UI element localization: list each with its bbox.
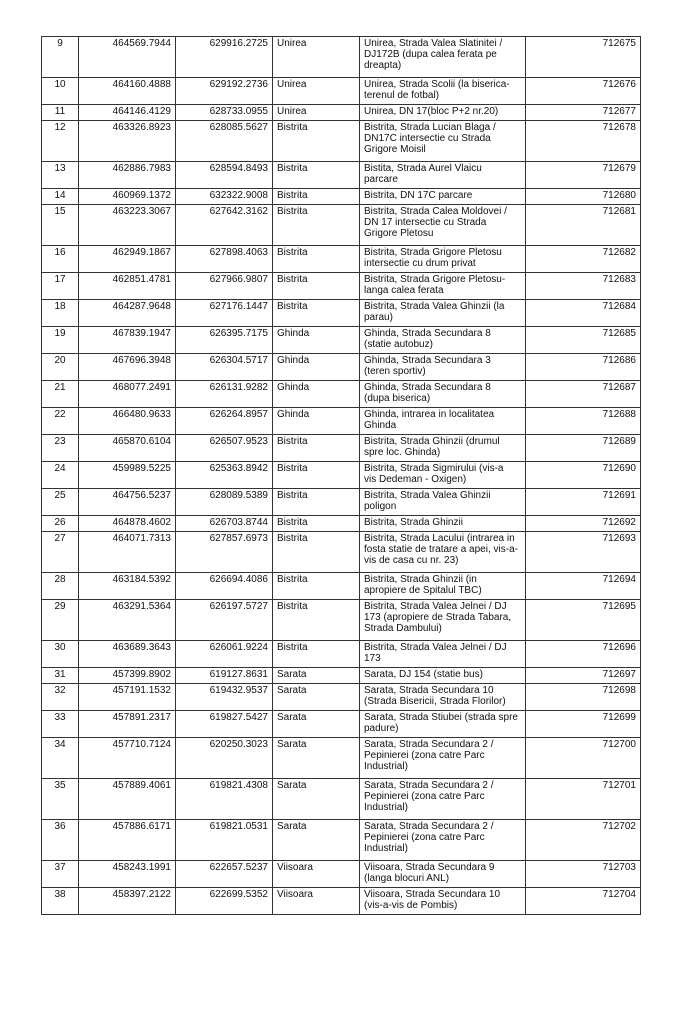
coord-y-cell: 619821.0531 xyxy=(176,820,273,861)
coord-x-cell: 463291.5364 xyxy=(79,600,176,641)
row-number-cell: 20 xyxy=(42,354,79,381)
coord-y-cell: 627898.4063 xyxy=(176,246,273,273)
locality-cell: Bistrita xyxy=(273,273,360,300)
coord-y-cell: 627642.3162 xyxy=(176,205,273,246)
id-cell: 712693 xyxy=(526,532,641,573)
row-number-cell: 34 xyxy=(42,738,79,779)
address-cell: Bistrita, Strada Grigore Pletosu intersectie cu drum privat xyxy=(360,246,526,273)
address-cell: Sarata, Strada Secundara 2 / Pepinierei (zona catre Parc Industrial) xyxy=(360,738,526,779)
coord-x-cell: 467839.1947 xyxy=(79,327,176,354)
table-row xyxy=(42,273,641,300)
coord-y-cell: 626703.8744 xyxy=(176,516,273,532)
id-cell: 712691 xyxy=(526,489,641,516)
table-row xyxy=(42,489,641,516)
table-row xyxy=(42,162,641,189)
id-cell: 712702 xyxy=(526,820,641,861)
locality-cell: Viisoara xyxy=(273,861,360,888)
coord-x-cell: 464878.4602 xyxy=(79,516,176,532)
coord-y-cell: 629192.2736 xyxy=(176,78,273,105)
coord-x-cell: 459989.5225 xyxy=(79,462,176,489)
row-number-cell: 38 xyxy=(42,888,79,915)
table-row xyxy=(42,668,641,684)
id-cell: 712698 xyxy=(526,684,641,711)
table-row xyxy=(42,684,641,711)
locality-cell: Bistrita xyxy=(273,516,360,532)
address-cell: Ghinda, Strada Secundara 8 (statie autobuz) xyxy=(360,327,526,354)
table-row xyxy=(42,105,641,121)
address-cell: Bistrita, Strada Grigore Pletosu- langa calea ferata xyxy=(360,273,526,300)
id-cell: 712704 xyxy=(526,888,641,915)
coord-y-cell: 627966.9807 xyxy=(176,273,273,300)
locality-cell: Sarata xyxy=(273,820,360,861)
id-cell: 712694 xyxy=(526,573,641,600)
address-cell: Bistrita, Strada Lucian Blaga / DN17C intersectie cu Strada Grigore Moisil xyxy=(360,121,526,162)
coordinates-table xyxy=(41,36,641,915)
address-cell: Bistrita, Strada Ghinzii (drumul spre loc. Ghinda) xyxy=(360,435,526,462)
row-number-cell: 28 xyxy=(42,573,79,600)
coord-x-cell: 458243.1991 xyxy=(79,861,176,888)
row-number-cell: 23 xyxy=(42,435,79,462)
coord-y-cell: 620250.3023 xyxy=(176,738,273,779)
coord-x-cell: 464146.4129 xyxy=(79,105,176,121)
coord-x-cell: 464160.4888 xyxy=(79,78,176,105)
id-cell: 712688 xyxy=(526,408,641,435)
address-cell: Unirea, Strada Scolii (la biserica- terenul de fotbal) xyxy=(360,78,526,105)
coord-y-cell: 626304.5717 xyxy=(176,354,273,381)
id-cell: 712687 xyxy=(526,381,641,408)
coord-y-cell: 619821.4308 xyxy=(176,779,273,820)
id-cell: 712696 xyxy=(526,641,641,668)
id-cell: 712692 xyxy=(526,516,641,532)
address-cell: Sarata, Strada Secundara 10 (Strada Bisericii, Strada Florilor) xyxy=(360,684,526,711)
coord-y-cell: 627857.6973 xyxy=(176,532,273,573)
locality-cell: Bistrita xyxy=(273,121,360,162)
coord-x-cell: 457889.4061 xyxy=(79,779,176,820)
address-cell: Unirea, DN 17(bloc P+2 nr.20) xyxy=(360,105,526,121)
coord-x-cell: 463223.3067 xyxy=(79,205,176,246)
row-number-cell: 33 xyxy=(42,711,79,738)
address-cell: Ghinda, Strada Secundara 8 (dupa biserica) xyxy=(360,381,526,408)
coord-y-cell: 625363.8942 xyxy=(176,462,273,489)
locality-cell: Bistrita xyxy=(273,573,360,600)
locality-cell: Ghinda xyxy=(273,408,360,435)
table-row xyxy=(42,641,641,668)
id-cell: 712681 xyxy=(526,205,641,246)
table-row xyxy=(42,408,641,435)
coord-x-cell: 464287.9648 xyxy=(79,300,176,327)
row-number-cell: 22 xyxy=(42,408,79,435)
table-row xyxy=(42,121,641,162)
table-row xyxy=(42,820,641,861)
id-cell: 712699 xyxy=(526,711,641,738)
table-row xyxy=(42,573,641,600)
row-number-cell: 30 xyxy=(42,641,79,668)
coord-y-cell: 626507.9523 xyxy=(176,435,273,462)
id-cell: 712703 xyxy=(526,861,641,888)
locality-cell: Sarata xyxy=(273,738,360,779)
table-row xyxy=(42,711,641,738)
table-row xyxy=(42,779,641,820)
locality-cell: Bistrita xyxy=(273,246,360,273)
row-number-cell: 9 xyxy=(42,37,79,78)
address-cell: Viisoara, Strada Secundara 9 (langa blocuri ANL) xyxy=(360,861,526,888)
table-row xyxy=(42,600,641,641)
address-cell: Bistrita, Strada Ghinzii xyxy=(360,516,526,532)
row-number-cell: 15 xyxy=(42,205,79,246)
row-number-cell: 14 xyxy=(42,189,79,205)
coord-y-cell: 626694.4086 xyxy=(176,573,273,600)
coord-x-cell: 465870.6104 xyxy=(79,435,176,462)
locality-cell: Bistrita xyxy=(273,600,360,641)
row-number-cell: 17 xyxy=(42,273,79,300)
row-number-cell: 29 xyxy=(42,600,79,641)
address-cell: Unirea, Strada Valea Slatinitei / DJ172B (dupa calea ferata pe dreapta) xyxy=(360,37,526,78)
coord-x-cell: 463689.3643 xyxy=(79,641,176,668)
address-cell: Sarata, Strada Secundara 2 / Pepinierei (zona catre Parc Industrial) xyxy=(360,820,526,861)
address-cell: Bistrita, DN 17C parcare xyxy=(360,189,526,205)
id-cell: 712678 xyxy=(526,121,641,162)
address-cell: Bistrita, Strada Lacului (intrarea in fosta statie de tratare a apei, vis-a- vis de casa cu nr. 23) xyxy=(360,532,526,573)
address-cell: Viisoara, Strada Secundara 10 (vis-a-vis de Pombis) xyxy=(360,888,526,915)
coord-x-cell: 460969.1372 xyxy=(79,189,176,205)
row-number-cell: 32 xyxy=(42,684,79,711)
table-row xyxy=(42,300,641,327)
coord-x-cell: 457710.7124 xyxy=(79,738,176,779)
locality-cell: Unirea xyxy=(273,37,360,78)
coord-y-cell: 619127.8631 xyxy=(176,668,273,684)
coord-x-cell: 462851.4781 xyxy=(79,273,176,300)
row-number-cell: 26 xyxy=(42,516,79,532)
coord-y-cell: 627176.1447 xyxy=(176,300,273,327)
coord-x-cell: 457891.2317 xyxy=(79,711,176,738)
id-cell: 712700 xyxy=(526,738,641,779)
table-row xyxy=(42,327,641,354)
coord-y-cell: 619432.9537 xyxy=(176,684,273,711)
row-number-cell: 27 xyxy=(42,532,79,573)
coord-y-cell: 622699.5352 xyxy=(176,888,273,915)
locality-cell: Bistrita xyxy=(273,205,360,246)
id-cell: 712684 xyxy=(526,300,641,327)
coord-x-cell: 464071.7313 xyxy=(79,532,176,573)
coord-y-cell: 626395.7175 xyxy=(176,327,273,354)
locality-cell: Bistrita xyxy=(273,489,360,516)
locality-cell: Bistrita xyxy=(273,435,360,462)
address-cell: Bistrita, Strada Ghinzii (in apropiere de Spitalul TBC) xyxy=(360,573,526,600)
address-cell: Bistrita, Strada Valea Jelnei / DJ 173 xyxy=(360,641,526,668)
coord-y-cell: 622657.5237 xyxy=(176,861,273,888)
address-cell: Sarata, Strada Stiubei (strada spre padure) xyxy=(360,711,526,738)
id-cell: 712685 xyxy=(526,327,641,354)
row-number-cell: 16 xyxy=(42,246,79,273)
coord-x-cell: 464569.7944 xyxy=(79,37,176,78)
locality-cell: Bistrita xyxy=(273,641,360,668)
table-row xyxy=(42,37,641,78)
table-row xyxy=(42,516,641,532)
id-cell: 712679 xyxy=(526,162,641,189)
coord-x-cell: 468077.2491 xyxy=(79,381,176,408)
table-row xyxy=(42,189,641,205)
id-cell: 712689 xyxy=(526,435,641,462)
row-number-cell: 21 xyxy=(42,381,79,408)
table-row xyxy=(42,861,641,888)
coord-y-cell: 628085.5627 xyxy=(176,121,273,162)
locality-cell: Bistrita xyxy=(273,300,360,327)
locality-cell: Bistrita xyxy=(273,189,360,205)
locality-cell: Viisoara xyxy=(273,888,360,915)
address-cell: Bistrita, Strada Valea Ghinzii (la parau) xyxy=(360,300,526,327)
row-number-cell: 24 xyxy=(42,462,79,489)
id-cell: 712697 xyxy=(526,668,641,684)
coord-y-cell: 628089.5389 xyxy=(176,489,273,516)
row-number-cell: 19 xyxy=(42,327,79,354)
coord-x-cell: 466480.9633 xyxy=(79,408,176,435)
coord-y-cell: 628594.8493 xyxy=(176,162,273,189)
locality-cell: Sarata xyxy=(273,779,360,820)
id-cell: 712683 xyxy=(526,273,641,300)
id-cell: 712695 xyxy=(526,600,641,641)
table-row xyxy=(42,381,641,408)
locality-cell: Bistrita xyxy=(273,162,360,189)
locality-cell: Bistrita xyxy=(273,532,360,573)
address-cell: Bistita, Strada Aurel Vlaicu parcare xyxy=(360,162,526,189)
id-cell: 712676 xyxy=(526,78,641,105)
table-row xyxy=(42,354,641,381)
table-row xyxy=(42,888,641,915)
locality-cell: Unirea xyxy=(273,78,360,105)
row-number-cell: 18 xyxy=(42,300,79,327)
locality-cell: Ghinda xyxy=(273,327,360,354)
coord-y-cell: 628733.0955 xyxy=(176,105,273,121)
id-cell: 712690 xyxy=(526,462,641,489)
row-number-cell: 35 xyxy=(42,779,79,820)
table-row xyxy=(42,205,641,246)
coord-y-cell: 626197.5727 xyxy=(176,600,273,641)
coord-x-cell: 463326.8923 xyxy=(79,121,176,162)
coord-y-cell: 629916.2725 xyxy=(176,37,273,78)
coord-y-cell: 619827.5427 xyxy=(176,711,273,738)
row-number-cell: 37 xyxy=(42,861,79,888)
coord-y-cell: 626264.8957 xyxy=(176,408,273,435)
address-cell: Bistrita, Strada Valea Ghinzii poligon xyxy=(360,489,526,516)
coord-x-cell: 463184.5392 xyxy=(79,573,176,600)
id-cell: 712701 xyxy=(526,779,641,820)
address-cell: Bistrita, Strada Sigmirului (vis-a vis Dedeman - Oxigen) xyxy=(360,462,526,489)
id-cell: 712686 xyxy=(526,354,641,381)
coord-x-cell: 457399.8902 xyxy=(79,668,176,684)
coord-x-cell: 457191.1532 xyxy=(79,684,176,711)
id-cell: 712680 xyxy=(526,189,641,205)
coord-y-cell: 632322.9008 xyxy=(176,189,273,205)
id-cell: 712675 xyxy=(526,37,641,78)
address-cell: Ghinda, intrarea in localitatea Ghinda xyxy=(360,408,526,435)
address-cell: Bistrita, Strada Valea Jelnei / DJ 173 (apropiere de Strada Tabara, Strada Dambului) xyxy=(360,600,526,641)
coord-x-cell: 457886.6171 xyxy=(79,820,176,861)
address-cell: Ghinda, Strada Secundara 3 (teren sportiv) xyxy=(360,354,526,381)
locality-cell: Ghinda xyxy=(273,381,360,408)
locality-cell: Sarata xyxy=(273,668,360,684)
table-row xyxy=(42,435,641,462)
coord-x-cell: 467696.3948 xyxy=(79,354,176,381)
table-body xyxy=(42,37,641,915)
coord-x-cell: 458397.2122 xyxy=(79,888,176,915)
locality-cell: Unirea xyxy=(273,105,360,121)
locality-cell: Ghinda xyxy=(273,354,360,381)
table-row xyxy=(42,532,641,573)
table-row xyxy=(42,738,641,779)
locality-cell: Sarata xyxy=(273,711,360,738)
row-number-cell: 25 xyxy=(42,489,79,516)
row-number-cell: 36 xyxy=(42,820,79,861)
coord-x-cell: 464756.5237 xyxy=(79,489,176,516)
id-cell: 712682 xyxy=(526,246,641,273)
locality-cell: Sarata xyxy=(273,684,360,711)
table-row xyxy=(42,246,641,273)
row-number-cell: 11 xyxy=(42,105,79,121)
table-row xyxy=(42,462,641,489)
address-cell: Sarata, DJ 154 (statie bus) xyxy=(360,668,526,684)
table-row xyxy=(42,78,641,105)
address-cell: Bistrita, Strada Calea Moldovei / DN 17 intersectie cu Strada Grigore Pletosu xyxy=(360,205,526,246)
address-cell: Sarata, Strada Secundara 2 / Pepinierei (zona catre Parc Industrial) xyxy=(360,779,526,820)
coord-y-cell: 626061.9224 xyxy=(176,641,273,668)
coord-x-cell: 462949.1867 xyxy=(79,246,176,273)
row-number-cell: 10 xyxy=(42,78,79,105)
locality-cell: Bistrita xyxy=(273,462,360,489)
coord-y-cell: 626131.9282 xyxy=(176,381,273,408)
coord-x-cell: 462886.7983 xyxy=(79,162,176,189)
row-number-cell: 31 xyxy=(42,668,79,684)
row-number-cell: 12 xyxy=(42,121,79,162)
id-cell: 712677 xyxy=(526,105,641,121)
row-number-cell: 13 xyxy=(42,162,79,189)
